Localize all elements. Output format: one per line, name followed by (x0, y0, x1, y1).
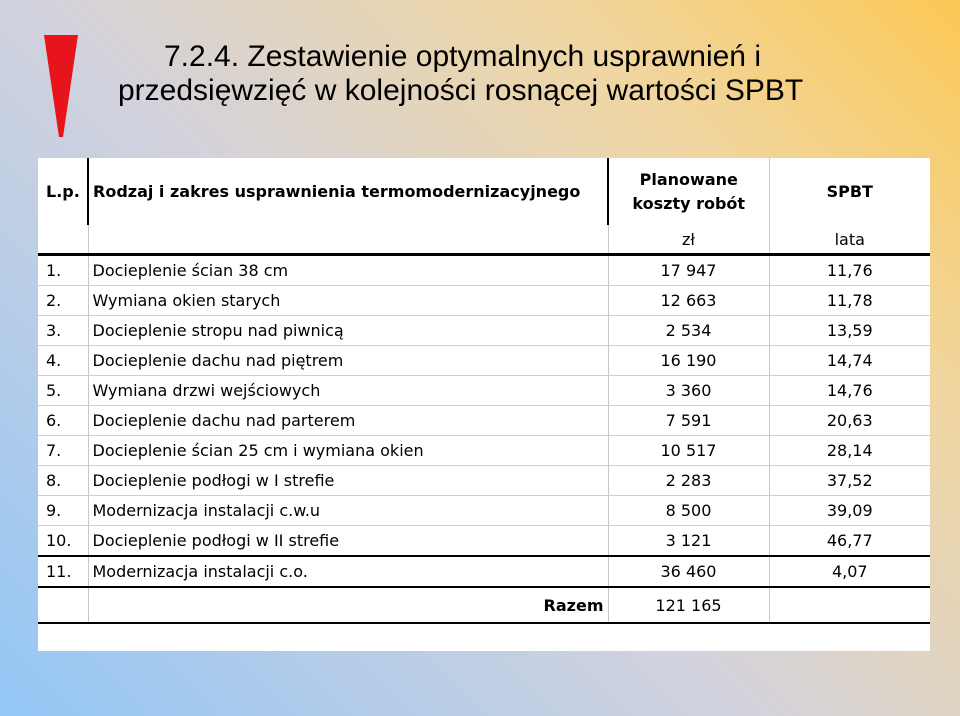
row-spbt: 46,77 (769, 526, 930, 557)
table-row (38, 376, 930, 406)
row-spbt: 13,59 (769, 316, 930, 346)
row-lp: 9. (38, 496, 88, 526)
table-row (38, 255, 930, 286)
page-title (118, 40, 948, 108)
table-row (38, 286, 930, 316)
row-name: Docieplenie dachu nad piętrem (88, 346, 608, 376)
row-lp: 3. (38, 316, 88, 346)
spbt-table-container (38, 158, 930, 651)
table-row (38, 466, 930, 496)
row-cost: 3 121 (608, 526, 769, 557)
total-cost: 121 165 (608, 587, 769, 623)
row-spbt: 28,14 (769, 436, 930, 466)
table-row (38, 406, 930, 436)
row-name: Wymiana okien starych (88, 286, 608, 316)
row-cost: 3 360 (608, 376, 769, 406)
row-name: Modernizacja instalacji c.w.u (88, 496, 608, 526)
row-lp: 8. (38, 466, 88, 496)
total-label: Razem (88, 587, 608, 623)
unit-cost: zł (608, 225, 769, 255)
total-spbt-empty (769, 587, 930, 623)
row-cost: 8 500 (608, 496, 769, 526)
row-lp: 1. (38, 255, 88, 286)
table-unit-row (38, 225, 930, 255)
row-cost: 10 517 (608, 436, 769, 466)
table-row (38, 316, 930, 346)
table-total-row (38, 587, 930, 623)
row-lp: 4. (38, 346, 88, 376)
row-name: Wymiana drzwi wejściowych (88, 376, 608, 406)
row-spbt: 37,52 (769, 466, 930, 496)
header-lp: L.p. (38, 158, 88, 225)
unit-lp-empty (38, 225, 88, 255)
row-spbt: 11,76 (769, 255, 930, 286)
row-name: Docieplenie dachu nad parterem (88, 406, 608, 436)
unit-spbt: lata (769, 225, 930, 255)
row-cost: 16 190 (608, 346, 769, 376)
row-name: Docieplenie podłogi w I strefie (88, 466, 608, 496)
row-cost: 2 534 (608, 316, 769, 346)
row-name: Docieplenie ścian 38 cm (88, 255, 608, 286)
row-name: Docieplenie stropu nad piwnicą (88, 316, 608, 346)
row-name: Docieplenie podłogi w II strefie (88, 526, 608, 557)
row-cost: 7 591 (608, 406, 769, 436)
total-lp-empty (38, 587, 88, 623)
row-lp: 10. (38, 526, 88, 557)
row-spbt: 14,74 (769, 346, 930, 376)
row-lp: 7. (38, 436, 88, 466)
row-spbt: 14,76 (769, 376, 930, 406)
table-row (38, 436, 930, 466)
row-lp: 5. (38, 376, 88, 406)
header-name: Rodzaj i zakres usprawnienia termomodernizacyjnego (88, 158, 608, 225)
title-line-2: przedsięwzięć w kolejności rosnącej wartości SPBT (118, 74, 804, 107)
row-cost: 2 283 (608, 466, 769, 496)
row-spbt: 11,78 (769, 286, 930, 316)
row-lp: 6. (38, 406, 88, 436)
row-spbt: 39,09 (769, 496, 930, 526)
header-spbt: SPBT (826, 181, 873, 201)
table-header-row (38, 158, 930, 225)
table-row (38, 556, 930, 587)
row-cost: 36 460 (608, 556, 769, 587)
table-row (38, 346, 930, 376)
row-lp: 2. (38, 286, 88, 316)
unit-name-empty (88, 225, 608, 255)
exclamation-bar (44, 35, 78, 137)
row-lp: 11. (38, 556, 88, 587)
row-name: Modernizacja instalacji c.o. (88, 556, 608, 587)
spbt-table (38, 158, 930, 624)
row-name: Docieplenie ścian 25 cm i wymiana okien (88, 436, 608, 466)
title-line-1: 7.2.4. Zestawienie optymalnych usprawnień i (164, 40, 761, 73)
table-row (38, 496, 930, 526)
table-row (38, 526, 930, 557)
row-spbt: 20,63 (769, 406, 930, 436)
header-cost: Planowane koszty robót (608, 158, 769, 225)
row-spbt: 4,07 (769, 556, 930, 587)
row-cost: 17 947 (608, 255, 769, 286)
row-cost: 12 663 (608, 286, 769, 316)
